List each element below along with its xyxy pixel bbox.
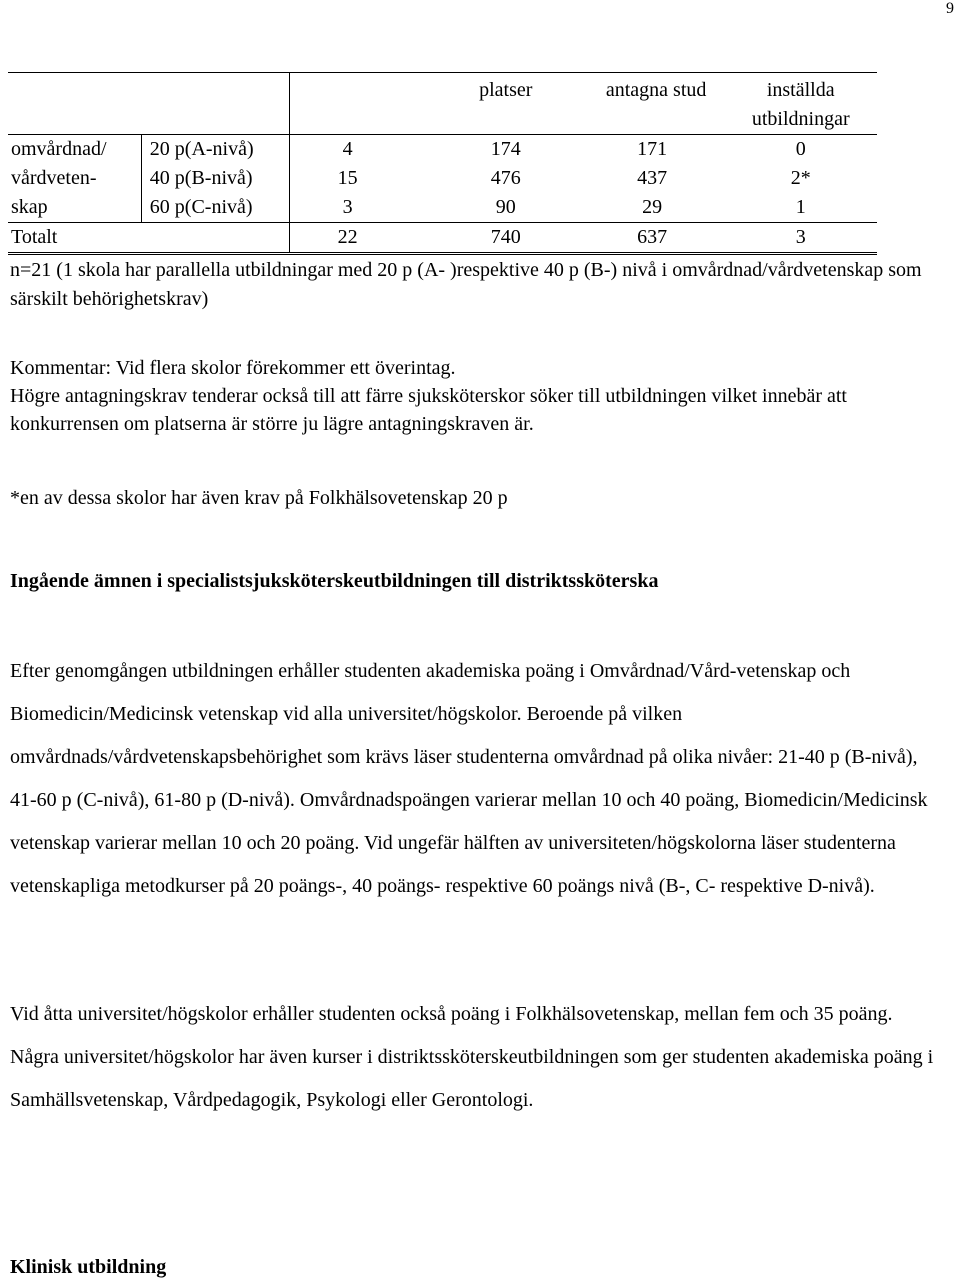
admitted-cell: 171 xyxy=(562,135,707,165)
total-schools: 22 xyxy=(289,223,406,254)
table-row xyxy=(8,135,877,165)
table-row xyxy=(8,164,877,193)
cancelled-cell: 0 xyxy=(706,135,877,165)
table-row xyxy=(8,193,877,223)
places-cell: 90 xyxy=(495,196,516,218)
total-admitted: 637 xyxy=(562,223,707,254)
total-places: 740 xyxy=(406,223,562,254)
admitted-cell: 437 xyxy=(637,167,668,189)
level-cell: 60 p(C-nivå) xyxy=(141,193,289,223)
admission-statistics-table xyxy=(8,72,877,255)
header-empty-cell xyxy=(289,73,406,135)
schools-cell: 4 xyxy=(289,135,406,165)
header-admitted: antagna stud xyxy=(562,73,707,135)
header-cancelled: inställda utbildningar xyxy=(706,73,877,135)
table-note: n=21 (1 skola har parallella utbildningar med 20 p (A- )respektive 40 p (B-) nivå i omvårdnad/vårdvetenskap som särskilt behörighetskrav) xyxy=(10,259,922,310)
body-paragraph: Vid åtta universitet/högskolor erhåller studenten också poäng i Folkhälsovetenskap, mellan fem och 35 poäng. Några universitet/högskolor har även kurser i distriktssköterskeutbildningen som ger studenten akademiska poäng i Samhällsvetenskap, Vårdpedagogik, Psykologi eller Gerontologi. xyxy=(10,1003,934,1111)
total-empty-cell xyxy=(141,223,289,254)
places-cell: 174 xyxy=(406,135,562,165)
schools-cell: 3 xyxy=(342,196,353,218)
page-number: 9 xyxy=(946,0,954,17)
comment-line: Högre antagningskrav tenderar också till att färre sjuksköterskor söker till utbildningen vilket innebär att konkurrensen om platserna är större ju lägre antagningskraven är. xyxy=(10,385,847,435)
admitted-cell: 29 xyxy=(642,196,663,218)
header-empty-cell xyxy=(141,73,289,135)
section-heading: Ingående ämnen i specialistsjuksköterskeutbildningen till distriktssköterska xyxy=(10,570,659,592)
section-heading: Klinisk utbildning xyxy=(10,1256,167,1278)
subject-cell-line: vårdveten- xyxy=(8,164,141,193)
comment-block xyxy=(10,354,935,438)
cancelled-cell: 1 xyxy=(795,196,806,218)
comment-line: Kommentar: Vid flera skolor förekommer ett överintag. xyxy=(10,357,456,379)
table-total-row xyxy=(8,223,877,254)
subject-cell-line: skap xyxy=(8,193,141,223)
header-empty-cell xyxy=(8,73,141,135)
places-cell: 476 xyxy=(490,167,521,189)
total-cancelled: 3 xyxy=(706,223,877,254)
level-cell: 40 p(B-nivå) xyxy=(141,164,289,193)
table-header-row xyxy=(8,73,877,135)
level-cell: 20 p(A-nivå) xyxy=(141,135,289,165)
header-places: platser xyxy=(406,73,562,135)
body-paragraph: Efter genomgången utbildningen erhåller studenten akademiska poäng i Omvårdnad/Vård-vetenskap och Biomedicin/Medicinsk vetenskap vid alla universitet/högskolor. Beroende på vilken omvårdnads/vårdvetenskapsbehörighet som krävs läser studenterna omvårdnad på olika nivåer: 21-40 p (B-nivå), 41-60 p (C-nivå), 61-80 p (D-nivå). Omvårdnadspoängen varierar mellan 10 och 40 poäng, Biomedicin/Medicinsk vetenskap varierar mellan 10 och 20 poäng. Vid ungefär hälften av universiteten/högskolorna läser studenterna vetenskapliga metodkurser på 20 poängs-, 40 poängs- respektive 60 poängs nivå (B-, C- respektive D-nivå). xyxy=(10,660,928,897)
footnote: *en av dessa skolor har även krav på Folkhälsovetenskap 20 p xyxy=(10,487,508,509)
total-label: Totalt xyxy=(8,223,141,254)
cancelled-cell: 2* xyxy=(790,167,811,189)
schools-cell: 15 xyxy=(337,167,358,189)
subject-cell-line: omvårdnad/ xyxy=(8,135,141,165)
